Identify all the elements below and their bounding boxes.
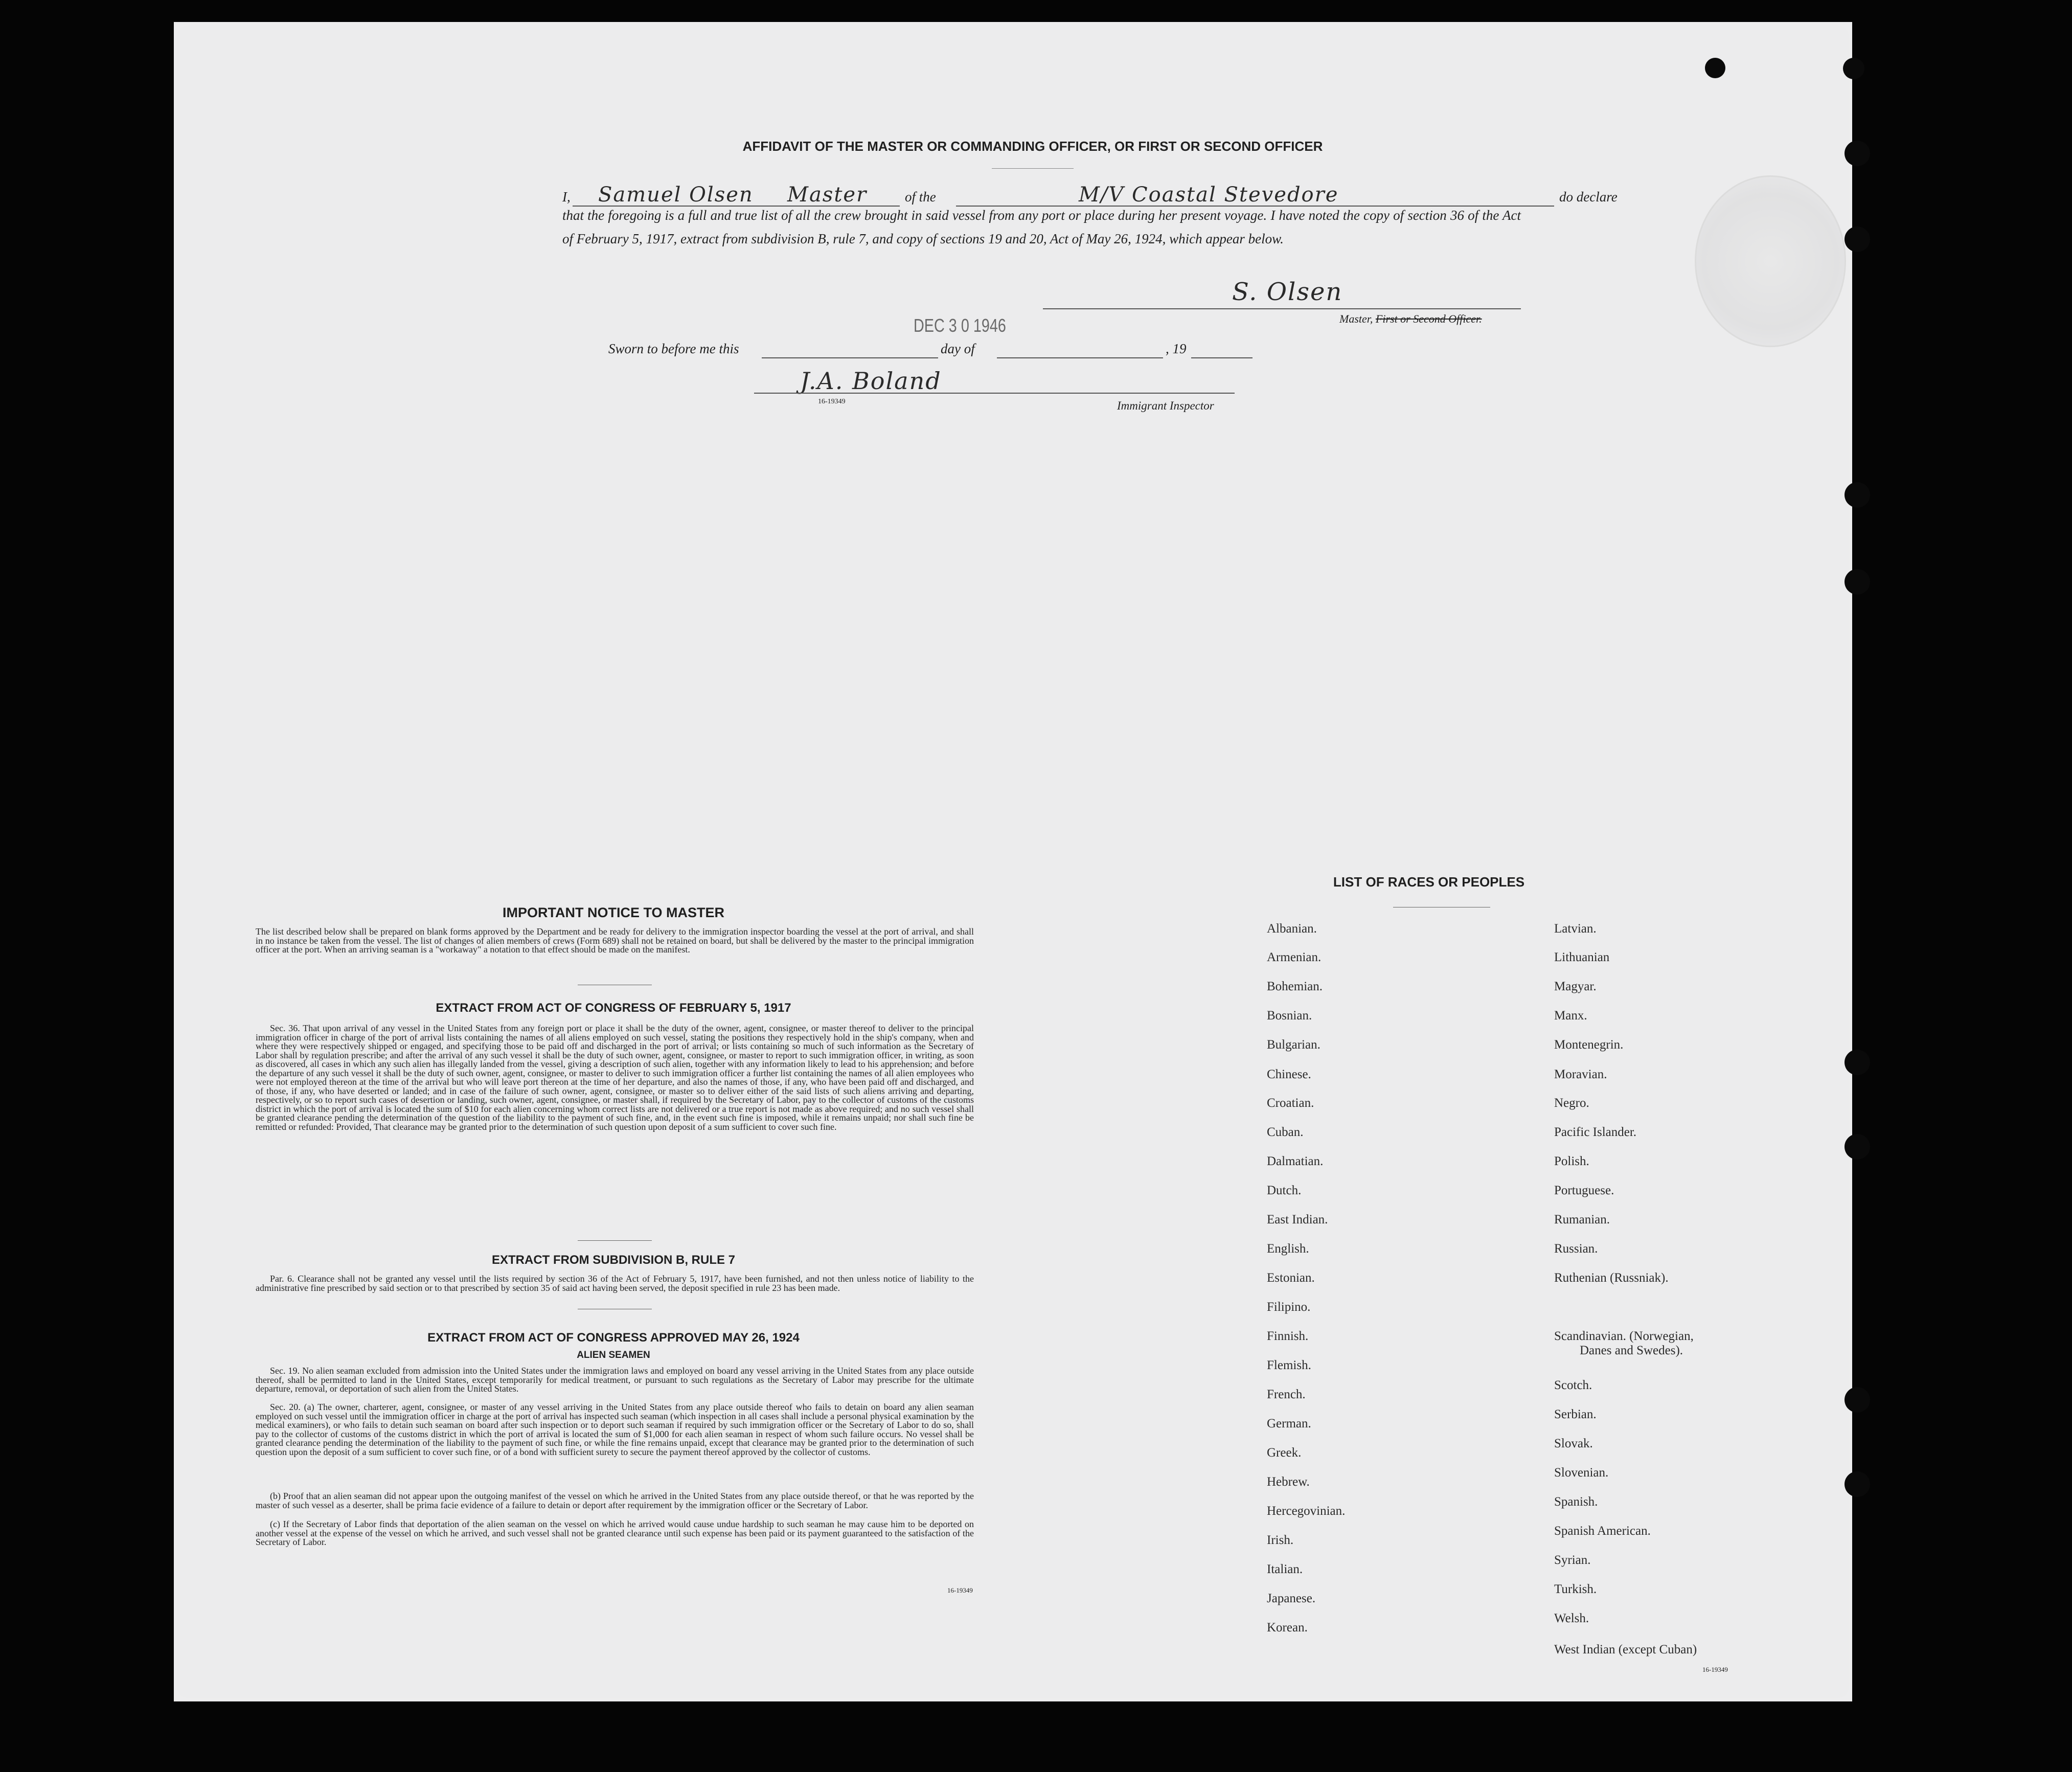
punch-hole: [1845, 1134, 1870, 1160]
blank-line: [762, 357, 938, 358]
race-left-item: Filipino.: [1267, 1300, 1311, 1314]
race-left-item: Greek.: [1267, 1446, 1302, 1460]
extract-1917-title: EXTRACT FROM ACT OF CONGRESS OF FEBRUARY 5, 1917: [436, 1001, 791, 1015]
race-left-item: Hercegovinian.: [1267, 1504, 1346, 1518]
blank-line: [1191, 357, 1253, 358]
extract-1924-sec20a: Sec. 20. (a) The owner, charterer, agent, consignee, or master of any vessel arriving in the United States from any place outside thereof who fails to detain on board any alien seaman employed on such vessel until the immigration officer in charge at the port of arrival has inspected such seaman (which inspection in all cases shall include a personal physical examination by the medical examiners), or who fails to detain such seaman on board after such inspection or to deport such seaman if required by such immigration officer or the Secretary of Labor to do so, shall pay to the collector of customs of the customs district in which the port of arrival is located the sum of $1,000 for each alien seaman in respect of whom such failure occurs. No vessel shall be granted clearance pending the determination of the liability to the payment of such fine, or while the fine remains unpaid, except that clearance may be granted prior to the determination of such question upon the deposit of a sum sufficient to cover such fine, or of a bond with sufficient surety to secure the payment thereof approved by the collector of customs.: [256, 1402, 974, 1457]
race-left-item: Bosnian.: [1267, 1009, 1312, 1023]
extract-1917-body: Sec. 36. That upon arrival of any vessel in the United States from any foreign port or place it shall be the duty of the owner, agent, consignee, or master thereof to deliver to the principal immigration officer in charge of the port of arrival lists containing the names of all aliens employed on such vessel, stating the positions they respectively hold in the ship's company, when and where they were respectively shipped or engaged, and specifying those to be paid off and discharged in the port of arrival; or lists containing so much of such information as the Secretary of Labor shall by regulation prescribe; and after the arrival of any such vessel it shall be the duty of such owner, agent, consignee, or master to report to such immigration officer, in writing, as soon as discovered, all cases in which any such alien has illegally landed from the vessel, giving a description of such alien, together with any information likely to lead to his apprehension; and before the departure of any such vessel it shall be the duty of such owner, agent, consignee, or master to deliver to such immigration officer a further list containing the names of all alien employees who were not employed thereon at the time of the arrival but who will leave port thereon at the time of her departure, and also the names of those, if any, who have been paid off and discharged, and of those, if any, who have deserted or landed; and in case of the failure of such owner, agent, consignee, or master so to deliver either of the said lists of such aliens arriving and departing, respectively, or so to report such cases of desertion or landing, such owner, agent, consignee, or master shall, if required by the Secretary of Labor, pay to the collector of customs of the customs district in which the port of arrival is located the sum of $10 for each alien concerning whom correct lists are not delivered or a true report is not made as above required; and no such vessel shall be granted clearance pending the determination of the question of the liability to the payment of such fine, and, in the event such fine is imposed, while it remains unpaid; nor shall such fine be remitted or refunded: Provided, That clearance may be granted prior to the determination of such question upon deposit of a sum sufficient to cover such fine.: [256, 1023, 974, 1132]
title-rule: [992, 168, 1074, 169]
race-left-item: German.: [1267, 1417, 1311, 1430]
document-page: [174, 22, 1852, 1701]
race-left-item: Italian.: [1267, 1562, 1303, 1576]
race-left-item: Japanese.: [1267, 1592, 1316, 1605]
master-signature-line: [1043, 308, 1521, 309]
races-right-column: [1554, 922, 1810, 1668]
race-right-item: Manx.: [1554, 1009, 1587, 1023]
race-left-item: Croatian.: [1267, 1096, 1314, 1110]
declaration-body: that the foregoing is a full and true list of all the crew brought in said vessel from any port or place during her present voyage. I have noted the copy of section 36 of the Act of February 5, 1917, extract from subdivision B, rule 7, and copy of sections 19 and 20, Act of May 26, 1924, which appear below.: [562, 208, 1521, 246]
date-stamp: DEC 3 0 1946: [914, 315, 1006, 336]
race-right-item: Slovak.: [1554, 1437, 1593, 1450]
race-right-item: Syrian.: [1554, 1553, 1591, 1567]
master-label: [1339, 312, 1482, 326]
notice-body: The list described below shall be prepared on blank forms approved by the Department and be ready for delivery to the immigration inspector boarding the vessel at the port of arrival, and shall in no instance be taken from the vessel. The list of changes of alien members of crews (Form 689) shall not be retained on board, but shall be delivered by the master to the principal immigration officer at the port. When an arriving seaman is a "workaway" a notation to that effect should be made on the manifest.: [256, 926, 974, 955]
notice-form-number: 16-19349: [947, 1586, 973, 1594]
race-right-item: Portuguese.: [1554, 1184, 1614, 1197]
handwritten-name: Samuel Olsen: [598, 183, 754, 207]
race-right-item: Polish.: [1554, 1154, 1589, 1168]
races-title: LIST OF RACES OR PEOPLES: [1333, 874, 1525, 890]
sworn-prefix: Sworn to before me this: [608, 341, 739, 356]
race-right-item: Latvian.: [1554, 922, 1597, 936]
race-right-item: Danes and Swedes).: [1580, 1344, 1683, 1357]
race-left-item: East Indian.: [1267, 1213, 1328, 1226]
embossed-seal: [1695, 175, 1846, 347]
punch-hole: [1845, 482, 1870, 508]
inspector-form-number: 16-19349: [818, 398, 846, 405]
race-left-item: Albanian.: [1267, 922, 1317, 936]
race-right-item: Magyar.: [1554, 980, 1597, 993]
master-label-a: Master,: [1339, 312, 1373, 325]
race-left-item: Dalmatian.: [1267, 1154, 1324, 1168]
inspector-signature: J.A. Boland: [800, 367, 942, 395]
race-left-item: Hebrew.: [1267, 1475, 1310, 1489]
race-right-item: Moravian.: [1554, 1067, 1607, 1081]
punch-hole: [1845, 1050, 1870, 1075]
handwritten-title: Master: [787, 183, 868, 207]
races-form-number: 16-19349: [1702, 1666, 1728, 1673]
race-right-item: West Indian (except Cuban): [1554, 1643, 1697, 1656]
race-left-item: Flemish.: [1267, 1358, 1311, 1372]
line1-of-the: of the: [905, 189, 936, 205]
race-right-item: Serbian.: [1554, 1407, 1597, 1421]
race-left-item: English.: [1267, 1242, 1309, 1256]
punch-hole: [1705, 58, 1725, 78]
race-left-item: Korean.: [1267, 1621, 1308, 1634]
rule7-title: EXTRACT FROM SUBDIVISION B, RULE 7: [491, 1253, 736, 1267]
punch-hole: [1843, 58, 1864, 79]
race-left-item: Finnish.: [1267, 1329, 1309, 1343]
inspector-signature-line: [754, 393, 1235, 394]
punch-hole: [1845, 141, 1870, 166]
affidavit-title: AFFIDAVIT OF THE MASTER OR COMMANDING OFFICER, OR FIRST OR SECOND OFFICER: [742, 139, 1323, 154]
race-right-item: Spanish.: [1554, 1495, 1598, 1509]
punch-hole: [1845, 226, 1870, 252]
line1-suffix: do declare: [1559, 189, 1618, 205]
race-right-item: Ruthenian (Russniak).: [1554, 1271, 1669, 1285]
races-left-column: [1267, 922, 1522, 1668]
extract-1924-sec20b: (b) Proof that an alien seaman did not appear upon the outgoing manifest of the vessel on which he arrived in the United States from any place outside thereof, or that he was reported by the master of such vessel as a deserter, shall be prima facie evidence of a failure to detain or deport after requirement by the immigration officer or the Secretary of Labor.: [256, 1491, 974, 1510]
extract-1924-sec20c: (c) If the Secretary of Labor finds that deportation of the alien seaman on the vessel on which he arrived would cause undue hardship to such seaman he may cause him to be deported on another vessel at the expense of the vessel on which he arrived, and such vessel shall not be granted clearance until such expense has been paid or its payment guaranteed to the satisfaction of the Secretary of Labor.: [256, 1519, 974, 1547]
race-left-item: Irish.: [1267, 1533, 1294, 1547]
master-signature: S. Olsen: [1232, 278, 1343, 306]
extract-1924-title: EXTRACT FROM ACT OF CONGRESS APPROVED MAY 26, 1924: [427, 1331, 800, 1345]
race-right-item: Montenegrin.: [1554, 1038, 1624, 1052]
sworn-day-of: day of: [941, 341, 975, 356]
rule7-body: Par. 6. Clearance shall not be granted any vessel until the lists required by section 36 of the Act of February 5, 1917, have been furnished, and not then unless notice of liability to the administrative fine prescribed by said section or to that prescribed by section 35 of said act having been served, the deposit specified in rule 23 has been made.: [256, 1274, 974, 1293]
extract-1924-sec19: Sec. 19. No alien seaman excluded from admission into the United States under the immigration laws and employed on board any vessel arriving in the United States from any place outside thereof, shall be permitted to land in the United States, except temporarily for medical treatment, or pursuant to such regulations as the Secretary of Labor may prescribe for the ultimate departure, removal, or deportation of such alien from the United States.: [256, 1366, 974, 1394]
race-right-item: Russian.: [1554, 1242, 1598, 1256]
master-label-b: First or Second Officer.: [1375, 312, 1482, 325]
punch-hole: [1845, 1387, 1870, 1413]
section-rule: [578, 1240, 652, 1241]
race-right-item: Scandinavian. (Norwegian,: [1554, 1329, 1694, 1343]
extract-1924-subtitle: ALIEN SEAMEN: [577, 1350, 650, 1360]
race-right-item: Pacific Islander.: [1554, 1125, 1637, 1139]
handwritten-vessel: M/V Coastal Stevedore: [1079, 183, 1339, 207]
race-left-item: Cuban.: [1267, 1125, 1304, 1139]
race-left-item: Bulgarian.: [1267, 1038, 1320, 1052]
inspector-label: Immigrant Inspector: [1117, 399, 1214, 412]
race-left-item: Bohemian.: [1267, 980, 1323, 993]
sworn-line: [608, 341, 1273, 361]
race-right-item: Scotch.: [1554, 1378, 1592, 1392]
race-left-item: Armenian.: [1267, 950, 1322, 964]
race-right-item: Spanish American.: [1554, 1524, 1651, 1538]
race-left-item: Estonian.: [1267, 1271, 1315, 1285]
punch-hole: [1845, 569, 1870, 595]
race-right-item: Lithuanian: [1554, 950, 1610, 964]
race-right-item: Negro.: [1554, 1096, 1589, 1110]
race-right-item: Turkish.: [1554, 1582, 1597, 1596]
blank-line: [997, 357, 1163, 358]
race-right-item: Welsh.: [1554, 1611, 1589, 1625]
race-right-item: Rumanian.: [1554, 1213, 1610, 1226]
sworn-year: , 19: [1166, 341, 1187, 356]
race-left-item: French.: [1267, 1388, 1306, 1401]
race-right-item: Slovenian.: [1554, 1466, 1609, 1480]
punch-hole: [1845, 1471, 1870, 1497]
line1-prefix: I,: [562, 189, 571, 205]
notice-title: IMPORTANT NOTICE TO MASTER: [503, 905, 724, 920]
race-left-item: Dutch.: [1267, 1184, 1302, 1197]
race-left-item: Chinese.: [1267, 1067, 1311, 1081]
